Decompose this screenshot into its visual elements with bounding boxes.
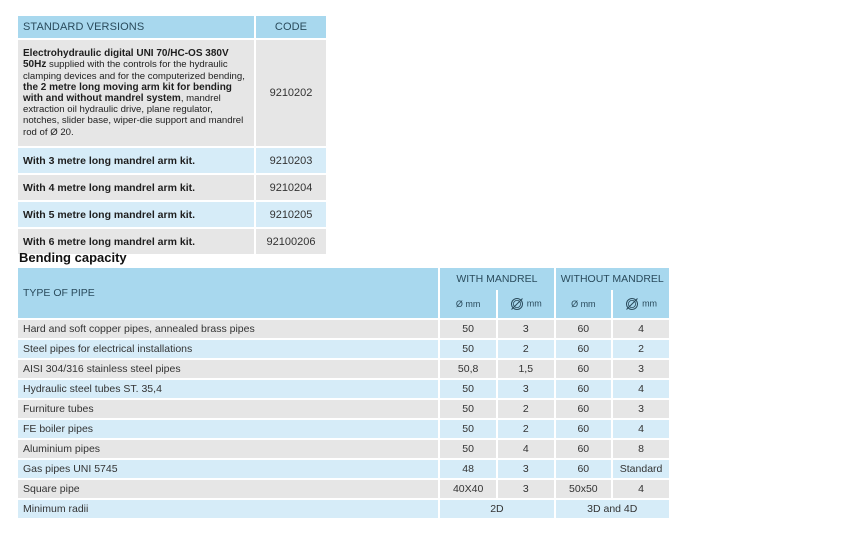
with-mandrel-header: WITH MANDREL	[439, 268, 554, 290]
with-thickness: 3	[497, 379, 555, 399]
table-row	[18, 459, 669, 479]
without-thickness: 4	[612, 379, 669, 399]
pipe-section-icon	[625, 297, 639, 311]
table-row	[18, 379, 669, 399]
version-code: 9210203	[255, 147, 326, 174]
pipe-type: Aluminium pipes	[18, 439, 439, 459]
with-diameter: 50	[439, 439, 497, 459]
with-thickness: 3	[497, 479, 555, 499]
version-label: With 4 metre long mandrel arm kit.	[18, 174, 255, 201]
without-thickness: Standard	[612, 459, 669, 479]
without-thickness: 2	[612, 339, 669, 359]
without-thickness: 4	[612, 319, 669, 339]
without-diameter: 60	[555, 379, 613, 399]
without-diameter: 50x50	[555, 479, 613, 499]
bending-capacity-table	[18, 268, 669, 518]
without-diameter: 60	[555, 419, 613, 439]
version-code: 9210205	[255, 201, 326, 228]
with-thickness: 3	[497, 319, 555, 339]
without-mandrel-header: WITHOUT MANDREL	[555, 268, 670, 290]
with-diameter: 50	[439, 399, 497, 419]
thickness-unit: mm	[642, 298, 658, 309]
with-diameter: 50	[439, 319, 497, 339]
with-diameter: 48	[439, 459, 497, 479]
thickness-subheader	[497, 290, 555, 319]
pipe-type: Hydraulic steel tubes ST. 35,4	[18, 379, 439, 399]
without-diameter: 60	[555, 399, 613, 419]
table-row	[18, 439, 669, 459]
description-bold-part: Electrohydraulic digital UNI 70/HC-OS 380V 50Hz	[23, 48, 229, 71]
version-code: 9210202	[255, 39, 326, 147]
pipe-section-icon	[510, 297, 524, 311]
without-diameter: 60	[555, 459, 613, 479]
version-description	[18, 39, 255, 147]
bending-capacity-title: Bending capacity	[19, 250, 127, 265]
without-thickness: 3	[612, 399, 669, 419]
with-diameter: 50	[439, 419, 497, 439]
with-thickness: 2	[497, 339, 555, 359]
version-code: 9210204	[255, 174, 326, 201]
version-label: With 3 metre long mandrel arm kit.	[18, 147, 255, 174]
without-diameter: 60	[555, 439, 613, 459]
with-diameter: 50	[439, 379, 497, 399]
without-thickness: 4	[612, 419, 669, 439]
version-label: With 5 metre long mandrel arm kit.	[18, 201, 255, 228]
with-thickness: 4	[497, 439, 555, 459]
version-code: 92100206	[255, 228, 326, 254]
description-text-part: supplied with the controls for the hydraulic clamping devices and for the computerized bending,	[23, 59, 245, 82]
table-row	[18, 201, 326, 228]
version-label: With 6 metre long mandrel arm kit.	[18, 228, 255, 254]
type-of-pipe-header: TYPE OF PIPE	[18, 268, 439, 319]
thickness-subheader	[612, 290, 669, 319]
standard-versions-header: STANDARD VERSIONS	[18, 16, 255, 39]
thickness-unit: mm	[526, 298, 542, 309]
table-row	[18, 319, 669, 339]
description-bold-part: the 2 metre long moving arm kit for bending with and without mandrel system	[23, 81, 232, 104]
without-diameter: 60	[555, 339, 613, 359]
table-row	[18, 499, 669, 518]
with-diameter: 50,8	[439, 359, 497, 379]
code-header: CODE	[255, 16, 326, 39]
pipe-type: FE boiler pipes	[18, 419, 439, 439]
pipe-type: Hard and soft copper pipes, annealed brass pipes	[18, 319, 439, 339]
pipe-type: Minimum radii	[18, 499, 439, 518]
standard-versions-table	[18, 16, 326, 254]
with-diameter: 50	[439, 339, 497, 359]
description-text-part: , mandrel extraction oil hydraulic drive, plane regulator, notches, slider base, wiper-die support and mandrel rod of Ø 20.	[23, 93, 244, 138]
pipe-type: Furniture tubes	[18, 399, 439, 419]
capacity-header-row	[18, 268, 669, 290]
without-thickness: 8	[612, 439, 669, 459]
with-thickness: 2	[497, 419, 555, 439]
diameter-subheader: Ø mm	[555, 290, 613, 319]
table-row	[18, 479, 669, 499]
pipe-type: Steel pipes for electrical installations	[18, 339, 439, 359]
without-diameter: 60	[555, 319, 613, 339]
with-mandrel-radii: 2D	[439, 499, 554, 518]
with-diameter: 40X40	[439, 479, 497, 499]
pipe-type: AISI 304/316 stainless steel pipes	[18, 359, 439, 379]
pipe-type: Gas pipes UNI 5745	[18, 459, 439, 479]
table-row	[18, 359, 669, 379]
versions-header-row	[18, 16, 326, 39]
table-row	[18, 339, 669, 359]
pipe-type: Square pipe	[18, 479, 439, 499]
without-diameter: 60	[555, 359, 613, 379]
with-thickness: 2	[497, 399, 555, 419]
without-mandrel-radii: 3D and 4D	[555, 499, 670, 518]
without-thickness: 4	[612, 479, 669, 499]
diameter-subheader: Ø mm	[439, 290, 497, 319]
with-thickness: 3	[497, 459, 555, 479]
without-thickness: 3	[612, 359, 669, 379]
table-row	[18, 147, 326, 174]
table-row	[18, 419, 669, 439]
table-row	[18, 39, 326, 147]
with-thickness: 1,5	[497, 359, 555, 379]
table-row	[18, 399, 669, 419]
table-row	[18, 174, 326, 201]
